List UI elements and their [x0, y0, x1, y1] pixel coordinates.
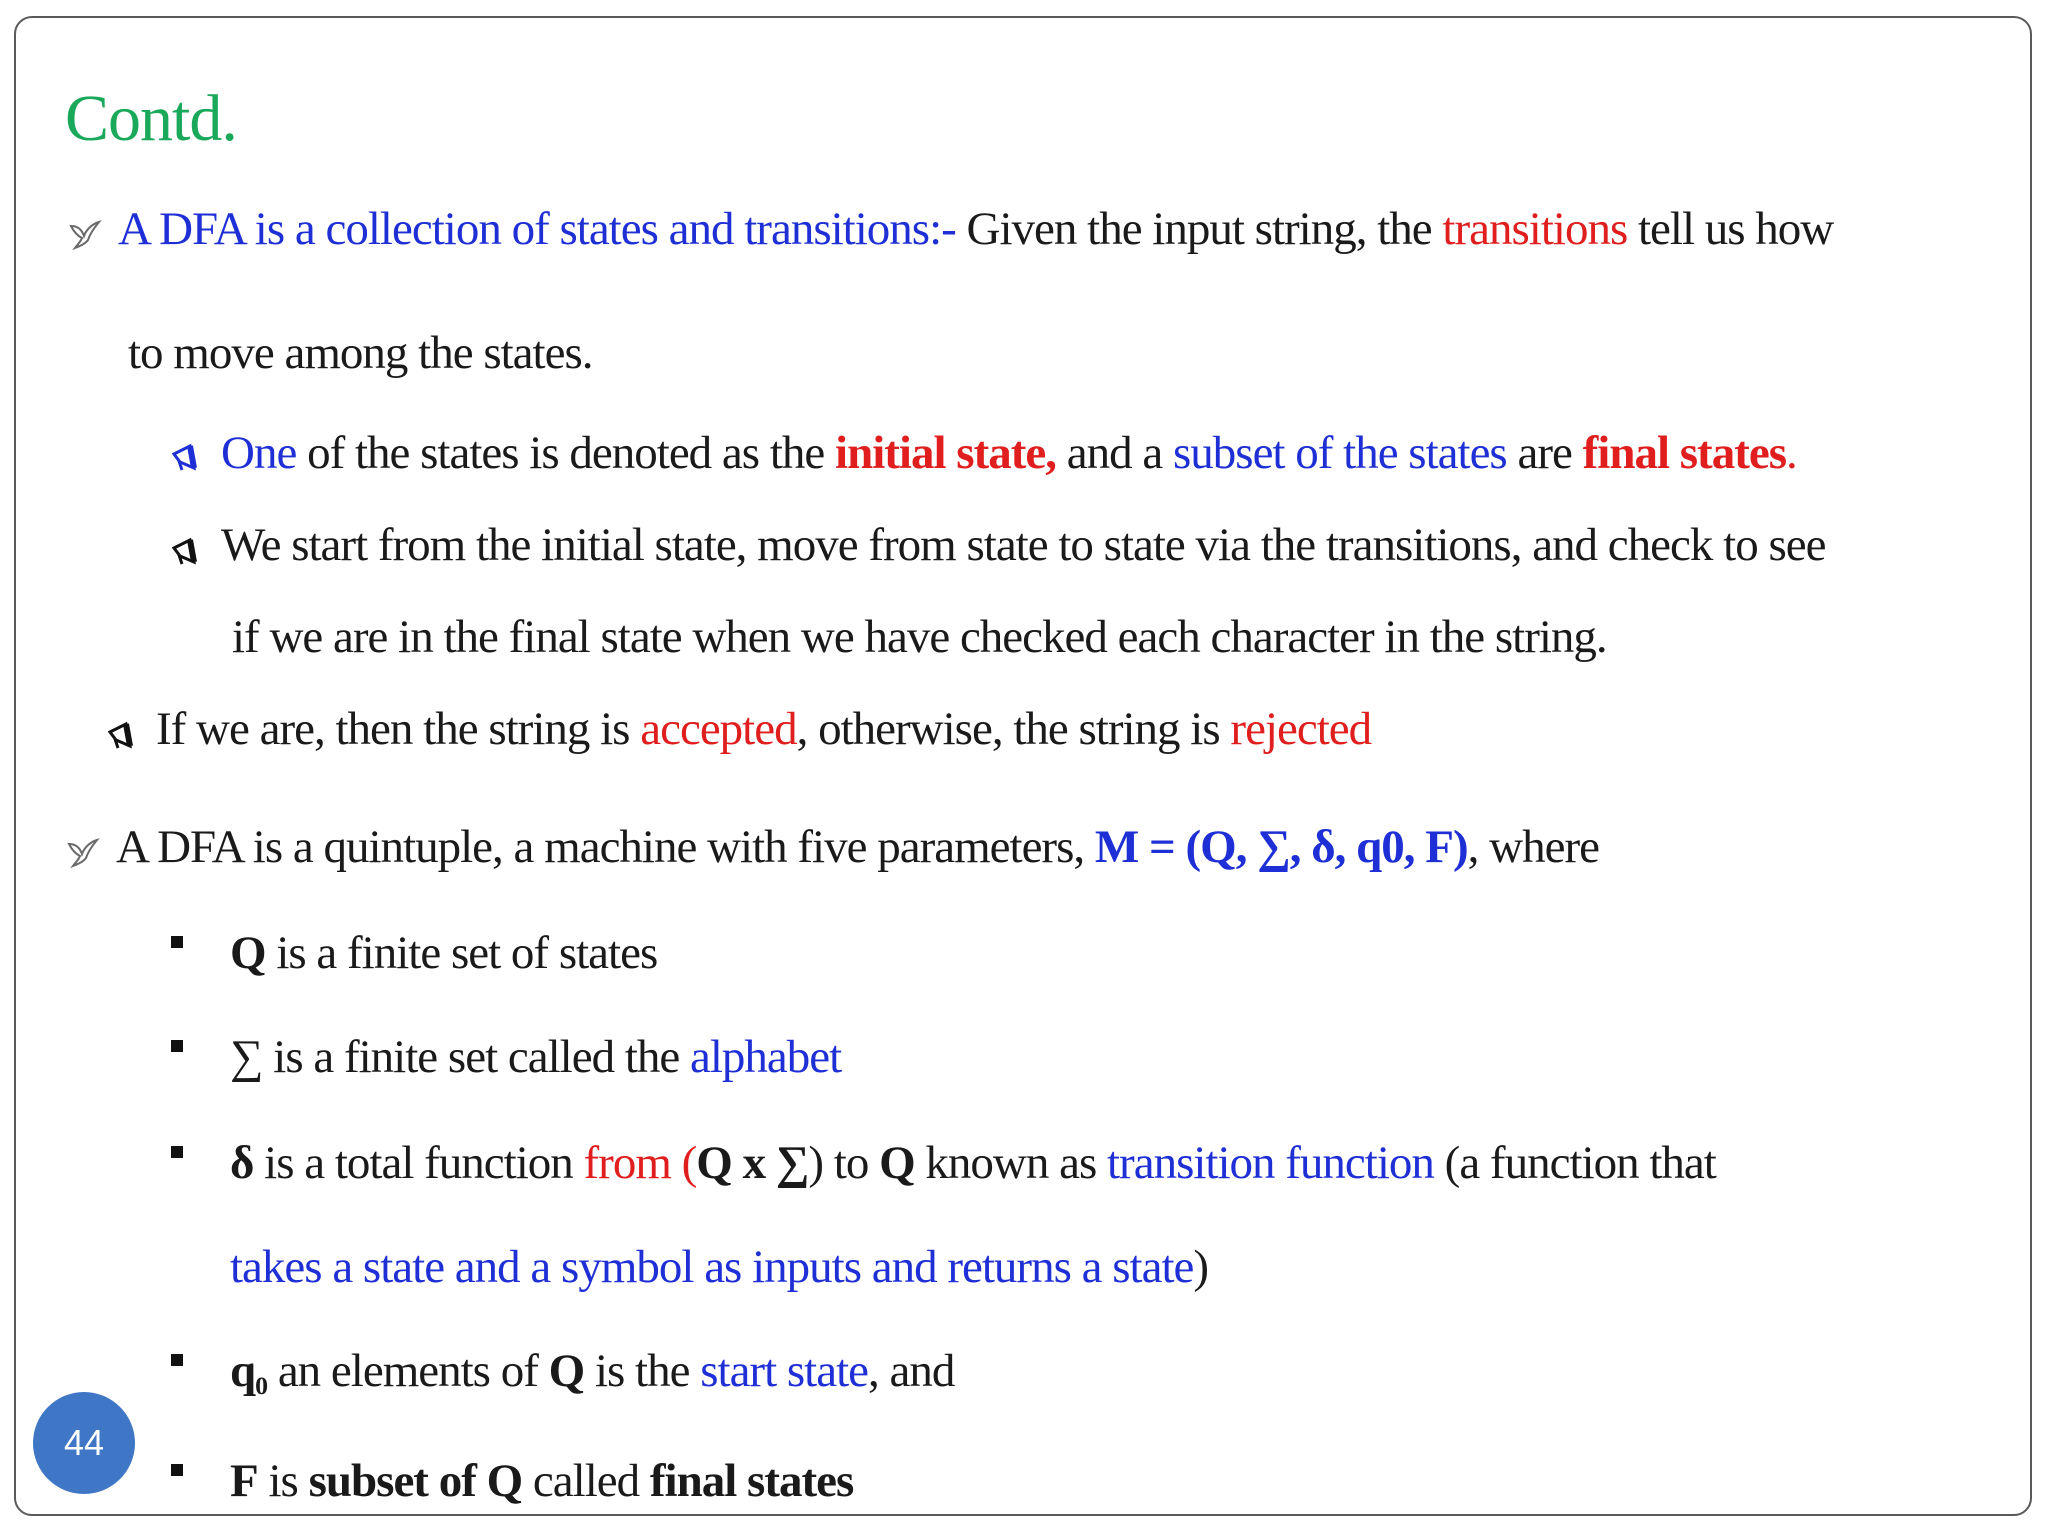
delta-symbol: δ: [230, 1137, 254, 1189]
square-bullet-icon: [171, 1146, 183, 1158]
q-description: is a finite set of states: [265, 927, 658, 979]
q0-set-q: Q: [548, 1345, 585, 1397]
sigma-symbol: ∑: [230, 1031, 263, 1083]
bullet-initial-final-states: [221, 427, 1797, 479]
dfa-definition-continuation: to move among the states.: [128, 327, 593, 379]
item-q-states: [230, 927, 658, 979]
initial-state-term: initial state,: [835, 427, 1056, 479]
otherwise-text: , otherwise, the string is: [796, 703, 1231, 755]
dfa-definition-text-end: tell us how: [1627, 203, 1834, 255]
is-the-text: is the: [584, 1345, 701, 1397]
bullet-dfa-definition: [118, 203, 1834, 255]
quintuple-text: A DFA is a quintuple, a machine with five parameters,: [116, 821, 1095, 873]
start-from-initial-continuation: if we are in the final state when we have checked each character in the string.: [232, 611, 1607, 663]
item-f-final-states: [230, 1455, 854, 1507]
megaphone-bullet-icon: [170, 442, 204, 472]
q-target: Q: [879, 1137, 915, 1189]
from-term: from (: [583, 1137, 697, 1189]
q-symbol: Q: [230, 927, 266, 979]
one-term: One: [221, 427, 297, 479]
alphabet-term: alphabet: [690, 1031, 842, 1083]
square-bullet-icon: [171, 1040, 183, 1052]
final-states-term: final states: [1582, 427, 1787, 479]
called-text: called: [522, 1455, 650, 1507]
bullet-start-from-initial: We start from the initial state, move from state to state via the transitions, and check to see: [221, 519, 1826, 571]
and-text: , and: [868, 1345, 955, 1397]
bullet-accepted-rejected: [156, 703, 1372, 755]
are-text: are: [1506, 427, 1583, 479]
start-state-term: start state: [700, 1345, 869, 1397]
delta-description: is a total function: [253, 1137, 584, 1189]
bird-bullet-icon: [68, 218, 102, 252]
slide-number-badge: 44: [33, 1392, 135, 1494]
megaphone-bullet-icon: [170, 536, 204, 566]
transition-function-term: transition function: [1107, 1137, 1434, 1189]
initial-state-text: of the states is denoted as the: [296, 427, 836, 479]
q0-subscript: 0: [255, 1370, 268, 1400]
known-as-text: known as: [914, 1137, 1107, 1189]
final-states-bold: final states: [649, 1455, 854, 1507]
and-a-text: and a: [1056, 427, 1173, 479]
bullet-quintuple: [116, 821, 1599, 873]
dfa-definition-term: A DFA is a collection of states and transitions:-: [118, 203, 956, 255]
final-period: .: [1786, 427, 1797, 479]
q0-description: an elements of: [267, 1345, 549, 1397]
transitions-term: transitions: [1442, 203, 1628, 255]
square-bullet-icon: [171, 1464, 183, 1476]
dfa-definition-text: Given the input string, the: [955, 203, 1443, 255]
subset-states-term: subset of the states: [1172, 427, 1507, 479]
to-text: ) to: [808, 1137, 880, 1189]
square-bullet-icon: [171, 1354, 183, 1366]
rejected-term: rejected: [1230, 703, 1372, 755]
quintuple-formula: M = (Q, ∑, δ, q0, F): [1094, 821, 1468, 873]
item-delta-function: [230, 1137, 1716, 1189]
slide-title: Contd.: [65, 82, 237, 155]
closing-paren: ): [1193, 1241, 1209, 1293]
q-x-sigma: Q x ∑: [696, 1137, 809, 1189]
sigma-description: is a finite set called the: [262, 1031, 690, 1083]
function-that-text: (a function that: [1433, 1137, 1716, 1189]
bird-bullet-icon: [66, 836, 100, 870]
square-bullet-icon: [171, 936, 183, 948]
takes-a-state-text: takes a state and a symbol as inputs and returns a state: [230, 1241, 1194, 1293]
accepted-text: If we are, then the string is: [156, 703, 641, 755]
where-text: , where: [1467, 821, 1599, 873]
megaphone-bullet-icon: [106, 720, 140, 750]
q0-symbol: q: [230, 1345, 256, 1397]
f-symbol: F: [230, 1455, 258, 1507]
item-sigma-alphabet: [230, 1031, 842, 1083]
accepted-term: accepted: [640, 703, 797, 755]
item-delta-continuation: [230, 1241, 1209, 1293]
subset-of-q-term: subset of Q: [308, 1455, 523, 1507]
item-q0-start-state: [230, 1345, 955, 1400]
is-text: is: [257, 1455, 309, 1507]
